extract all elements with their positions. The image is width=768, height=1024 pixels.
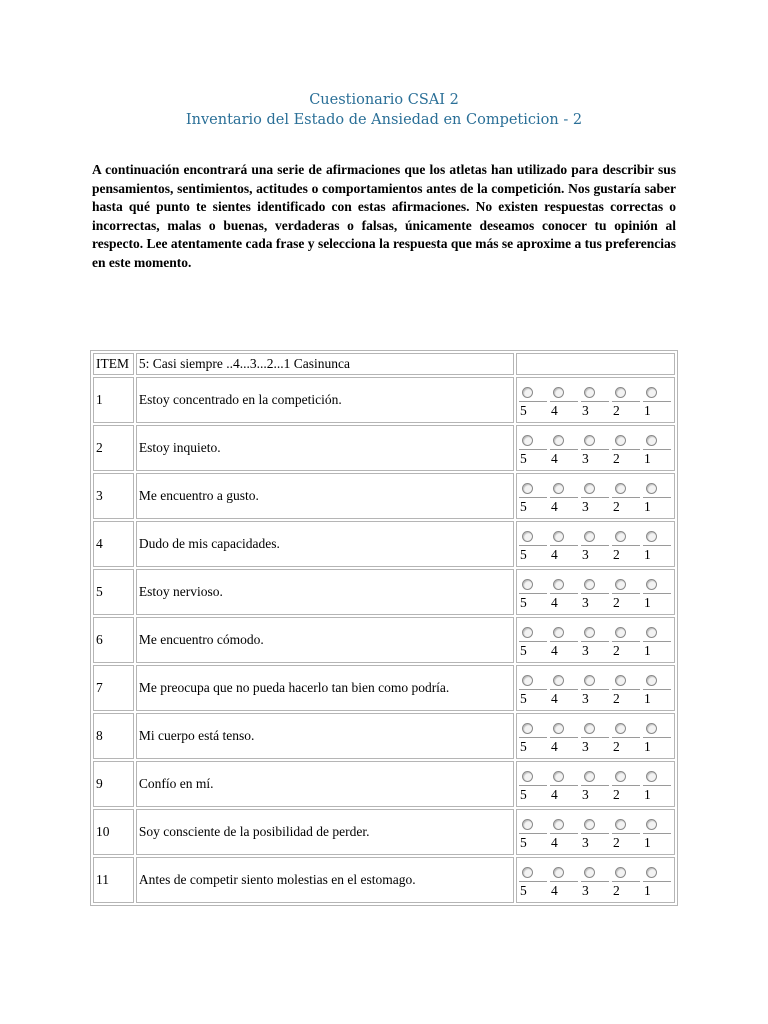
rating-option [519,767,550,802]
rating-option [550,479,581,514]
rating-radio[interactable] [553,483,564,494]
item-statement: Estoy nervioso. [136,569,514,615]
rating-label: 3 [581,833,609,850]
page-subtitle: Inventario del Estado de Ansiedad en Competicion - 2 [185,112,583,128]
rating-radio[interactable] [646,435,657,446]
rating-label: 5 [519,833,547,850]
table-row [93,857,675,903]
rating-label: 3 [581,449,609,466]
rating-option [550,431,581,466]
rating-radio[interactable] [522,579,533,590]
rating-radio[interactable] [553,435,564,446]
rating-option [550,815,581,850]
rating-option [612,527,643,562]
rating-label: 5 [519,881,547,898]
item-number: 8 [93,713,134,759]
rating-label: 4 [550,593,578,610]
rating-option [550,575,581,610]
intro-paragraph: A continuación encontrará una serie de afirmaciones que los atletas han utilizado para describir sus pensamientos, sentimientos, actitudes o comportamientos antes de la competición. Nos gustaría saber hasta qué punto te sientes identificado con estas afirmaciones. No existen respuestas correctas o incorrectas, malas o buenas, verdaderas o falsas, únicamente deseamos conocer tu opinión al respecto. Lee atentamente cada frase y selecciona la respuesta que más se aproxime a tus preferencias en este momento. [92,162,676,270]
rating-radio[interactable] [584,531,595,542]
rating-label: 3 [581,785,609,802]
rating-radio[interactable] [522,867,533,878]
rating-radio[interactable] [522,435,533,446]
table-row [93,521,675,567]
rating-radio[interactable] [522,771,533,782]
item-number: 11 [93,857,134,903]
rating-label: 5 [519,737,547,754]
rating-option [612,479,643,514]
table-row [93,377,675,423]
item-number: 9 [93,761,134,807]
rating-radio[interactable] [584,387,595,398]
rating-radio[interactable] [553,531,564,542]
rating-radio[interactable] [646,675,657,686]
rating-option [612,383,643,418]
rating-radio[interactable] [553,819,564,830]
table-row [93,617,675,663]
item-statement: Antes de competir siento molestias en el estomago. [136,857,514,903]
item-number: 4 [93,521,134,567]
rating-option [612,623,643,658]
radio-group [517,815,674,850]
item-number: 10 [93,809,134,855]
rating-option [643,383,674,418]
rating-option [612,767,643,802]
rating-radio[interactable] [646,531,657,542]
rating-radio[interactable] [584,579,595,590]
item-statement: Me preocupa que no pueda hacerlo tan bien como podría. [136,665,514,711]
item-number: 6 [93,617,134,663]
rating-label: 1 [643,401,671,418]
item-number: 1 [93,377,134,423]
radio-group [517,671,674,706]
rating-options [516,857,675,903]
rating-label: 3 [581,545,609,562]
rating-label: 1 [643,737,671,754]
radio-group [517,479,674,514]
rating-label: 4 [550,737,578,754]
radio-group [517,527,674,562]
item-number: 2 [93,425,134,471]
rating-option [581,431,612,466]
rating-label: 2 [612,545,640,562]
page-title: Cuestionario CSAI 2 [309,92,459,108]
rating-label: 2 [612,497,640,514]
header-scale: 5: Casi siempre ..4...3...2...1 Casinunca [136,353,514,375]
table-header-row [93,353,675,375]
questionnaire-table [90,350,678,906]
rating-radio[interactable] [584,435,595,446]
table-row [93,425,675,471]
rating-radio[interactable] [584,819,595,830]
rating-option [643,527,674,562]
rating-label: 5 [519,689,547,706]
rating-radio[interactable] [615,483,626,494]
rating-label: 4 [550,833,578,850]
rating-label: 3 [581,593,609,610]
rating-radio[interactable] [522,387,533,398]
rating-option [550,671,581,706]
rating-radio[interactable] [553,627,564,638]
rating-option [550,863,581,898]
rating-options [516,569,675,615]
rating-label: 4 [550,881,578,898]
rating-option [643,575,674,610]
rating-label: 5 [519,449,547,466]
rating-option [519,623,550,658]
rating-label: 1 [643,497,671,514]
rating-radio[interactable] [615,579,626,590]
rating-label: 5 [519,641,547,658]
rating-option [519,671,550,706]
rating-label: 4 [550,401,578,418]
item-statement: Soy consciente de la posibilidad de perder. [136,809,514,855]
rating-radio[interactable] [646,579,657,590]
rating-option [581,815,612,850]
item-statement: Estoy inquieto. [136,425,514,471]
rating-radio[interactable] [615,867,626,878]
table-row [93,809,675,855]
rating-options [516,713,675,759]
rating-option [612,671,643,706]
rating-label: 3 [581,689,609,706]
rating-options [516,425,675,471]
rating-label: 5 [519,545,547,562]
rating-option [519,479,550,514]
rating-label: 1 [643,449,671,466]
rating-option [550,719,581,754]
rating-option [643,719,674,754]
rating-label: 5 [519,497,547,514]
rating-radio[interactable] [522,675,533,686]
rating-options [516,617,675,663]
rating-option [550,623,581,658]
rating-option [643,623,674,658]
rating-option [643,431,674,466]
rating-label: 2 [612,689,640,706]
table-row [93,761,675,807]
rating-options [516,377,675,423]
rating-option [581,383,612,418]
rating-option [612,575,643,610]
rating-radio[interactable] [646,867,657,878]
rating-radio[interactable] [584,627,595,638]
rating-radio[interactable] [615,435,626,446]
radio-group [517,623,674,658]
rating-label: 1 [643,593,671,610]
rating-radio[interactable] [615,675,626,686]
rating-label: 2 [612,401,640,418]
table-row [93,473,675,519]
rating-label: 2 [612,785,640,802]
item-number: 3 [93,473,134,519]
rating-option [643,479,674,514]
rating-radio[interactable] [553,723,564,734]
radio-group [517,719,674,754]
rating-option [519,527,550,562]
rating-radio[interactable] [615,819,626,830]
item-statement: Me encuentro cómodo. [136,617,514,663]
rating-label: 2 [612,737,640,754]
item-statement: Dudo de mis capacidades. [136,521,514,567]
rating-label: 5 [519,785,547,802]
rating-radio[interactable] [522,483,533,494]
rating-radio[interactable] [584,867,595,878]
rating-option [519,383,550,418]
rating-label: 1 [643,689,671,706]
item-number: 7 [93,665,134,711]
rating-option [550,383,581,418]
rating-option [643,767,674,802]
rating-radio[interactable] [646,387,657,398]
rating-option [581,575,612,610]
rating-option [519,863,550,898]
rating-label: 5 [519,593,547,610]
rating-option [581,671,612,706]
rating-options [516,473,675,519]
rating-option [519,719,550,754]
rating-radio[interactable] [522,723,533,734]
rating-label: 3 [581,737,609,754]
rating-label: 2 [612,833,640,850]
rating-label: 3 [581,641,609,658]
rating-option [612,431,643,466]
rating-radio[interactable] [646,627,657,638]
rating-options [516,521,675,567]
rating-radio[interactable] [615,387,626,398]
rating-label: 5 [519,401,547,418]
rating-label: 3 [581,401,609,418]
rating-radio[interactable] [584,723,595,734]
rating-option [581,623,612,658]
rating-option [581,863,612,898]
rating-label: 3 [581,497,609,514]
title-block [0,90,768,130]
rating-option [550,767,581,802]
rating-radio[interactable] [615,531,626,542]
table-row [93,569,675,615]
rating-label: 2 [612,641,640,658]
radio-group [517,767,674,802]
rating-label: 1 [643,545,671,562]
rating-label: 1 [643,785,671,802]
rating-radio[interactable] [584,675,595,686]
rating-options [516,809,675,855]
rating-label: 1 [643,833,671,850]
rating-option [581,527,612,562]
table-row [93,713,675,759]
rating-radio[interactable] [615,627,626,638]
rating-radio[interactable] [646,723,657,734]
rating-label: 4 [550,689,578,706]
radio-group [517,383,674,418]
item-number: 5 [93,569,134,615]
rating-radio[interactable] [615,771,626,782]
item-statement: Confío en mí. [136,761,514,807]
header-empty [516,353,675,375]
rating-option [581,479,612,514]
rating-radio[interactable] [553,867,564,878]
rating-radio[interactable] [553,387,564,398]
rating-option [612,719,643,754]
rating-label: 4 [550,449,578,466]
rating-radio[interactable] [553,579,564,590]
rating-option [519,815,550,850]
rating-label: 1 [643,881,671,898]
rating-label: 4 [550,545,578,562]
rating-label: 4 [550,641,578,658]
rating-label: 3 [581,881,609,898]
rating-options [516,761,675,807]
rating-option [550,527,581,562]
rating-radio[interactable] [522,531,533,542]
rating-option [519,431,550,466]
table-row [93,665,675,711]
rating-label: 4 [550,497,578,514]
rating-label: 4 [550,785,578,802]
rating-radio[interactable] [553,675,564,686]
radio-group [517,431,674,466]
rating-option [643,863,674,898]
rating-option [643,815,674,850]
rating-radio[interactable] [522,627,533,638]
rating-radio[interactable] [584,483,595,494]
item-statement: Mi cuerpo está tenso. [136,713,514,759]
rating-radio[interactable] [646,819,657,830]
rating-radio[interactable] [584,771,595,782]
item-statement: Me encuentro a gusto. [136,473,514,519]
rating-label: 2 [612,449,640,466]
rating-option [643,671,674,706]
rating-option [612,815,643,850]
rating-option [581,719,612,754]
rating-radio[interactable] [553,771,564,782]
header-item: ITEM [93,353,134,375]
rating-option [612,863,643,898]
rating-label: 2 [612,881,640,898]
radio-group [517,575,674,610]
radio-group [517,863,674,898]
rating-radio[interactable] [646,483,657,494]
rating-label: 2 [612,593,640,610]
rating-option [519,575,550,610]
rating-label: 1 [643,641,671,658]
rating-radio[interactable] [646,771,657,782]
rating-radio[interactable] [615,723,626,734]
rating-option [581,767,612,802]
rating-radio[interactable] [522,819,533,830]
rating-options [516,665,675,711]
item-statement: Estoy concentrado en la competición. [136,377,514,423]
